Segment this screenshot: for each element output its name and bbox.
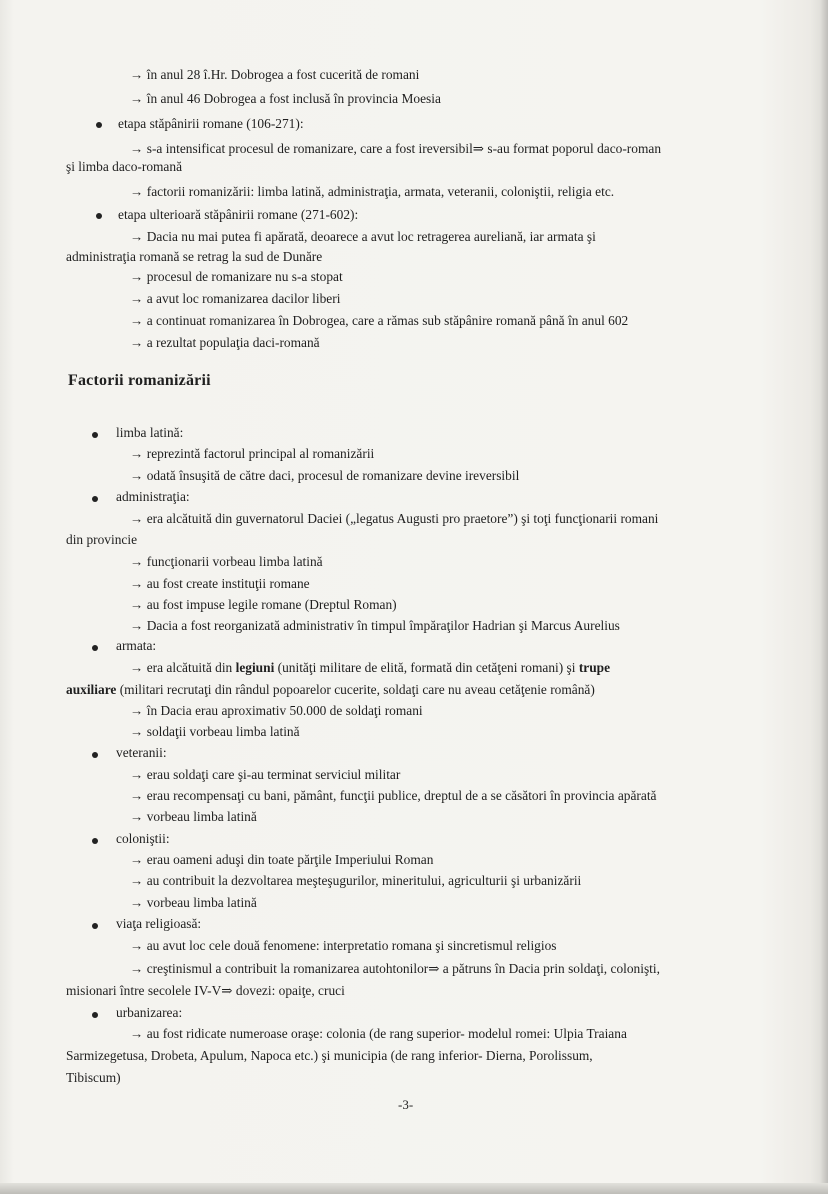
text-line: → a rezultat populaţia daci-romană: [130, 335, 320, 350]
text-line: → a continuat romanizarea în Dobrogea, care a rămas sub stăpânire romană până în anul 602: [130, 313, 629, 328]
text-line: administraţia romană se retrag la sud de Dunăre: [66, 249, 323, 264]
text-line: → reprezintă factorul principal al romanizării: [130, 446, 375, 461]
text-line: → în Dacia erau aproximativ 50.000 de soldaţi romani: [130, 703, 423, 718]
text-line: misionari între secolele IV-V⇒ dovezi: opaiţe, cruci: [66, 983, 345, 998]
text-line: → au fost ridicate numeroase oraşe: colonia (de rang superior- modelul romei: Ulpia Traiana: [130, 1026, 627, 1041]
text-line: → procesul de romanizare nu s-a stopat: [130, 269, 343, 284]
text-run: → era alcătuită din: [130, 660, 236, 675]
text-line: → creştinismul a contribuit la romanizarea autohtonilor⇒ a pătruns în Dacia prin soldaţi, colonişti,: [130, 961, 660, 976]
text-line: → vorbeau limba latină: [130, 895, 257, 910]
bullet-icon: [92, 923, 98, 929]
text-line: → în anul 28 î.Hr. Dobrogea a fost cucerită de romani: [130, 67, 420, 82]
text-line: administraţia:: [116, 489, 190, 504]
text-line: veteranii:: [116, 745, 167, 760]
bullet-icon: [96, 213, 102, 219]
text-run: (militari recrutaţi din rândul popoarelor cucerite, soldaţi care nu aveau cetăţenie română): [116, 682, 595, 697]
section-heading: Factorii romanizării: [68, 372, 211, 389]
bold-term-legiuni: legiuni: [235, 660, 275, 675]
text-line: urbanizarea:: [116, 1005, 183, 1020]
bullet-icon: [92, 838, 98, 844]
page-edge-shadow: [820, 0, 828, 1194]
text-line: → au fost impuse legile romane (Dreptul Roman): [130, 597, 397, 612]
text-line: → factorii romanizării: limba latină, administraţia, armata, veteranii, coloniştii, religia etc.: [130, 184, 615, 199]
text-line: → funcţionarii vorbeau limba latină: [130, 554, 323, 569]
text-line: [130, 659, 610, 676]
page-number: -3-: [398, 1097, 414, 1112]
text-line: → Dacia a fost reorganizată administrativ în timpul împăraţilor Hadrian şi Marcus Aurelius: [130, 618, 620, 633]
bullet-icon: [96, 122, 102, 128]
text-line: viaţa religioasă:: [116, 916, 202, 931]
text-line: [66, 681, 595, 698]
text-line: din provincie: [66, 532, 138, 547]
text-line: coloniştii:: [116, 831, 170, 846]
text-line: → au avut loc cele două fenomene: interpretatio romana şi sincretismul religios: [130, 938, 557, 953]
text-line: → în anul 46 Dobrogea a fost inclusă în provincia Moesia: [130, 91, 441, 106]
bullet-icon: [92, 432, 98, 438]
text-line: → era alcătuită din guvernatorul Daciei („legatus Augusti pro praetore”) şi toţi funcţionarii romani: [130, 511, 659, 526]
bullet-icon: [92, 496, 98, 502]
text-line: → au fost create instituţii romane: [130, 576, 310, 591]
text-line: şi limba daco-romană: [66, 159, 183, 174]
text-line: → vorbeau limba latină: [130, 809, 257, 824]
text-line: → soldaţii vorbeau limba latină: [130, 724, 300, 739]
text-line: Tibiscum): [66, 1070, 121, 1085]
bullet-icon: [92, 752, 98, 758]
text-line: limba latină:: [116, 425, 184, 440]
bold-term-auxiliare: auxiliare: [66, 682, 117, 697]
text-line: Sarmizegetusa, Drobeta, Apulum, Napoca etc.) şi municipia (de rang inferior- Dierna, Porolissum,: [66, 1048, 593, 1063]
page-bottom-edge: [0, 1183, 828, 1194]
bold-term-trupe: trupe: [578, 660, 611, 675]
text-line: armata:: [116, 638, 157, 653]
text-line: etapa ulterioară stăpânirii romane (271-602):: [118, 207, 359, 222]
text-line: → Dacia nu mai putea fi apărată, deoarece a avut loc retragerea aureliană, iar armata şi: [130, 229, 596, 244]
text-line: → erau soldaţi care şi-au terminat serviciul militar: [130, 767, 401, 782]
text-line: → au contribuit la dezvoltarea meşteşugurilor, mineritului, agriculturii şi urbanizării: [130, 873, 582, 888]
text-line: → a avut loc romanizarea dacilor liberi: [130, 291, 341, 306]
bullet-icon: [92, 1012, 98, 1018]
text-line: → s-a intensificat procesul de romanizare, care a fost ireversibil⇒ s-au format poporul daco-roman: [130, 141, 662, 156]
text-line: etapa stăpânirii romane (106-271):: [118, 116, 304, 131]
text-line: → erau oameni aduşi din toate părţile Imperiului Roman: [130, 852, 434, 867]
text-run: (unităţi militare de elită, formată din cetăţeni romani) şi: [274, 660, 579, 675]
bullet-icon: [92, 645, 98, 651]
text-line: → erau recompensaţi cu bani, pământ, funcţii publice, dreptul de a se căsători în provincia apărată: [130, 788, 657, 803]
text-line: → odată însuşită de către daci, procesul de romanizare devine ireversibil: [130, 468, 520, 483]
